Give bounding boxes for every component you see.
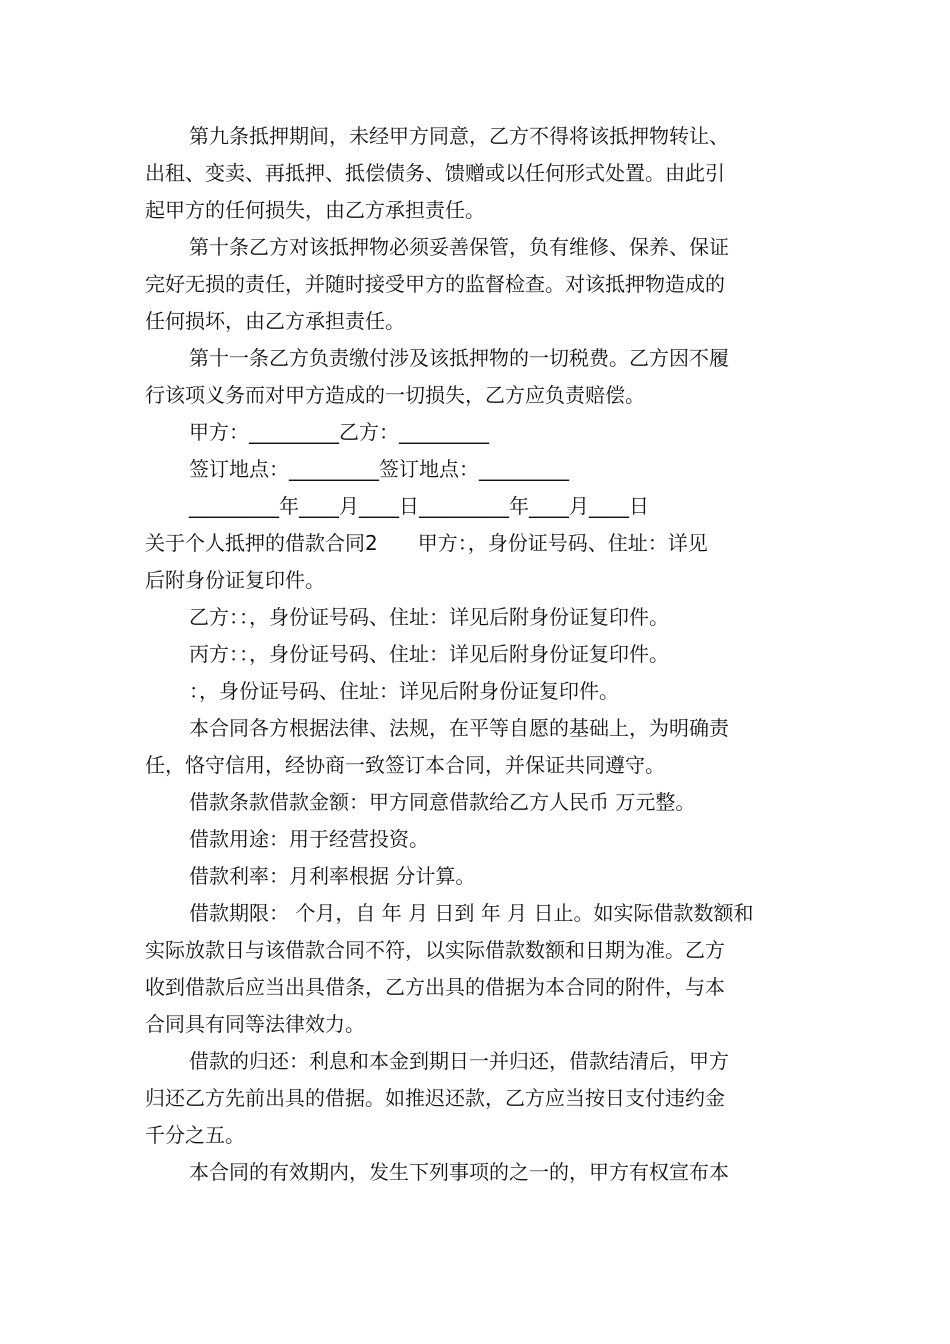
line-20: 借款用途：用于经营投资。 <box>189 827 429 851</box>
line-03: 起甲方的任何损失，由乙方承担责任。 <box>145 198 485 222</box>
line-22: 借款期限： 个月，自 年 月 日到 年 月 日止。如实际借款数额和 <box>189 901 754 925</box>
line-27: 归还乙方先前出具的借据。如推迟还款，乙方应当按日支付违约金 <box>145 1086 725 1110</box>
line-23: 实际放款日与该借款合同不符，以实际借款数额和日期为准。乙方 <box>145 938 725 962</box>
signature-place-line: 签订地点：_________签订地点：_________ <box>189 457 569 481</box>
document-body <box>145 118 810 1191</box>
line-24: 收到借款后应当出具借条，乙方出具的借据为本合同的附件，与本 <box>145 975 725 999</box>
signature-parties-line: 甲方：_________乙方：_________ <box>189 420 489 444</box>
line-28: 千分之五。 <box>145 1123 245 1147</box>
line-17: 本合同各方根据法律、法规，在平等自愿的基础上，为明确责 <box>189 716 729 740</box>
line-07: 第十一条乙方负责缴付涉及该抵押物的一切税费。乙方因不履 <box>189 346 729 370</box>
signature-date-line: _________年____月____日_________年____月____日 <box>189 494 649 518</box>
line-04: 第十条乙方对该抵押物必须妥善保管，负有维修、保养、保证 <box>189 235 729 259</box>
contract-title-line: 关于个人抵押的借款合同2 甲方：，身份证号码、住址：详见 <box>145 531 708 555</box>
line-08: 行该项义务而对甲方造成的一切损失，乙方应负责赔偿。 <box>145 383 645 407</box>
line-05: 完好无损的责任，并随时接受甲方的监督检查。对该抵押物造成的 <box>145 272 725 296</box>
line-18: 任，恪守信用，经协商一致签订本合同，并保证共同遵守。 <box>145 753 665 777</box>
line-06: 任何损坏，由乙方承担责任。 <box>145 309 405 333</box>
line-16: ：，身份证号码、住址：详见后附身份证复印件。 <box>189 679 619 703</box>
line-25: 合同具有同等法律效力。 <box>145 1012 365 1036</box>
line-21: 借款利率：月利率根据 分计算。 <box>189 864 476 888</box>
line-29: 本合同的有效期内，发生下列事项的之一的，甲方有权宣布本 <box>189 1160 729 1184</box>
line-15: 丙方：：，身份证号码、住址：详见后附身份证复印件。 <box>189 642 669 666</box>
line-01: 第九条抵押期间，未经甲方同意，乙方不得将该抵押物转让、 <box>189 124 729 148</box>
line-26: 借款的归还：利息和本金到期日一并归还，借款结清后，甲方 <box>189 1049 729 1073</box>
line-14: 乙方：：，身份证号码、住址：详见后附身份证复印件。 <box>189 605 669 629</box>
line-02: 出租、变卖、再抵押、抵偿债务、馈赠或以任何形式处置。由此引 <box>145 161 725 185</box>
line-19: 借款条款借款金额：甲方同意借款给乙方人民币 万元整。 <box>189 790 696 814</box>
line-13: 后附身份证复印件。 <box>145 568 325 592</box>
